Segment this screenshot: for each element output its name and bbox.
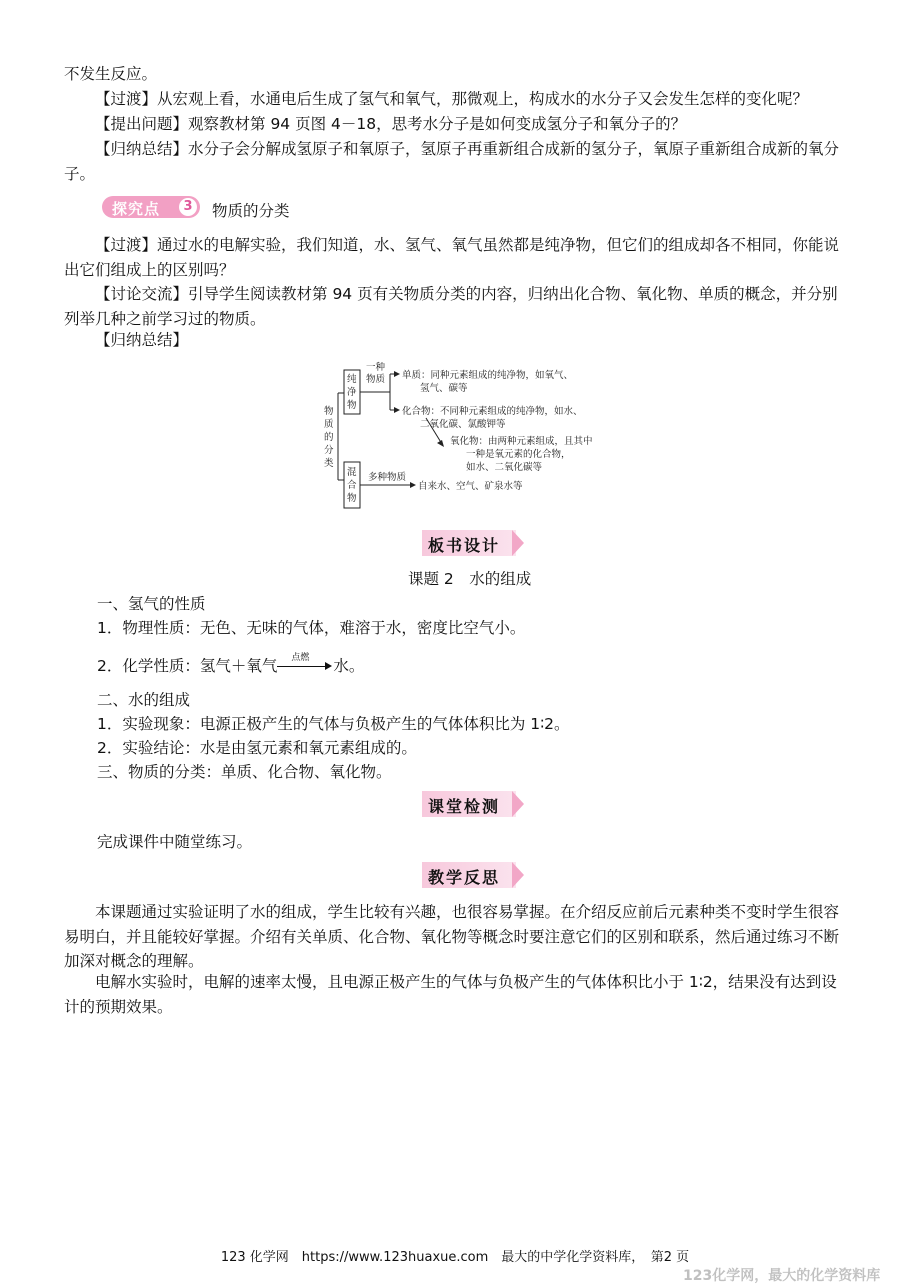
board-design-banner	[422, 530, 522, 556]
board-line: 1．物理性质：无色、无味的气体，难溶于水，密度比空气小。	[97, 619, 526, 637]
banner-label: 课堂检测	[428, 797, 501, 816]
paragraph-question	[64, 112, 846, 137]
board-title: 课题 2 水的组成	[408, 570, 532, 588]
svg-text:化合物：不同种元素组成的纯净物，如水、: 化合物：不同种元素组成的纯净物，如水、	[402, 406, 583, 417]
svg-text:类: 类	[324, 458, 334, 469]
svg-text:氧化物：由两种元素组成，且其中: 氧化物：由两种元素组成，且其中	[450, 436, 593, 447]
tag: 【讨论交流】	[95, 285, 189, 303]
one-kind-label	[366, 361, 386, 385]
svg-text:物: 物	[347, 400, 357, 411]
svg-text:物: 物	[324, 406, 334, 417]
paragraph-text: 观察教材第 94 页图 4－18，思考水分子是如何变成氢分子和氧分子的？	[188, 115, 687, 133]
paragraph-text: 通过水的电解实验，我们知道，水、氢气、氧气虽然都是纯净物，但它们的组成却各不相同，你能说出它们组成上的区别吗？	[64, 236, 840, 279]
paragraph-text: 水分子会分解成氢原子和氧原子，氢原子再重新组合成新的氢分子，氧原子重新组合成新的氧分子。	[64, 140, 840, 183]
svg-text:净: 净	[347, 387, 357, 398]
check-text: 完成课件中随堂练习。	[97, 833, 253, 851]
badge-number: 3	[179, 198, 197, 216]
compound-definition	[402, 405, 583, 430]
reaction-right: 水。	[333, 657, 365, 675]
reaction-arrow	[277, 652, 333, 674]
tag: 【过渡】	[95, 236, 158, 254]
svg-text:物: 物	[347, 493, 357, 504]
svg-text:单质：同种元素组成的纯净物，如氧气、: 单质：同种元素组成的纯净物，如氧气、	[402, 370, 574, 381]
watermark: 123化学网，最大的化学资料库	[683, 1268, 881, 1284]
reflection-paragraph: 电解水实验时，电解的速率太慢，且电源正极产生的气体与负极产生的气体体积比小于 1∶2，结果没有达到设计的预期效果。	[64, 973, 837, 1016]
reflection-paragraph: 本课题通过实验证明了水的组成，学生比较有兴趣，也很容易掌握。在介绍反应前后元素种类不变时学生很容易明白，并且能较好掌握。介绍有关单质、化合物、氧化物等概念时要注意它们的区别和联系，然后通过练习不断加深对概念的理解。	[64, 903, 840, 971]
svg-text:纯: 纯	[347, 374, 357, 385]
paragraph-summary	[64, 137, 846, 186]
tag: 【提出问题】	[95, 115, 189, 133]
svg-text:合: 合	[347, 480, 357, 491]
board-heading: 三、物质的分类：单质、化合物、氧化物。	[97, 763, 392, 781]
badge-label: 探究点	[112, 200, 161, 218]
paragraph-text: 从宏观上看，水通电后生成了氢气和氧气，那微观上，构成水的水分子又会发生怎样的变化呢？	[157, 90, 809, 108]
page-footer: 123 化学网 https://www.123huaxue.com 最大的中学化学资料库， 第2 页	[220, 1250, 690, 1265]
svg-text:二氧化碳、氯酸钾等: 二氧化碳、氯酸钾等	[420, 419, 506, 430]
tag: 【归纳总结】	[95, 331, 189, 349]
explore-title: 物质的分类	[212, 202, 290, 220]
svg-text:质: 质	[324, 419, 334, 430]
svg-text:的: 的	[324, 432, 334, 443]
many-kinds-label: 多种物质	[368, 472, 407, 483]
paragraph-discussion	[64, 282, 846, 331]
paragraph-summary	[64, 328, 846, 353]
board-line: 2．实验结论：水是由氢元素和氧元素组成的。	[97, 739, 417, 757]
mixture-examples: 自来水、空气、矿泉水等	[418, 481, 523, 492]
board-line	[97, 654, 364, 676]
svg-text:氢气、碳等: 氢气、碳等	[420, 383, 468, 394]
mixture-label	[347, 467, 357, 504]
classification-diagram	[318, 360, 648, 512]
oxide-definition	[450, 435, 593, 473]
tag: 【过渡】	[95, 90, 158, 108]
svg-text:一种: 一种	[366, 362, 386, 373]
reaction-condition: 点燃	[291, 652, 310, 663]
explore-badge	[102, 196, 200, 218]
board-heading: 二、水的组成	[97, 691, 191, 709]
arrow-head	[394, 371, 400, 377]
arrow-head	[394, 407, 400, 413]
svg-text:物质: 物质	[366, 374, 386, 385]
svg-text:分: 分	[324, 445, 334, 456]
svg-text:一种是氧元素的化合物，: 一种是氧元素的化合物，	[466, 449, 571, 460]
text-line: 不发生反应。	[64, 65, 158, 83]
board-heading: 一、氢气的性质	[97, 595, 206, 613]
paragraph-text: 引导学生阅读教材第 94 页有关物质分类的内容，归纳出化合物、氧化物、单质的概念，并分别列举几种之前学习过的物质。	[64, 285, 838, 328]
arrow-head	[437, 440, 444, 447]
element-definition	[402, 369, 573, 394]
tag: 【归纳总结】	[95, 140, 189, 158]
teaching-reflection-banner	[422, 862, 522, 888]
classroom-check-banner	[422, 791, 522, 817]
banner-label: 教学反思	[428, 868, 501, 887]
banner-label: 板书设计	[428, 536, 501, 555]
reaction-left: 2．化学性质：氢气＋氧气	[97, 657, 278, 675]
pure-label	[347, 373, 357, 411]
arrow-head	[410, 482, 416, 488]
board-line: 1．实验现象：电源正极产生的气体与负极产生的气体体积比为 1∶2。	[97, 715, 570, 733]
root-label	[324, 405, 334, 469]
svg-text:混: 混	[347, 467, 357, 478]
paragraph-transition	[64, 87, 846, 112]
svg-text:如水、二氧化碳等: 如水、二氧化碳等	[466, 462, 543, 473]
paragraph-transition	[64, 233, 846, 282]
